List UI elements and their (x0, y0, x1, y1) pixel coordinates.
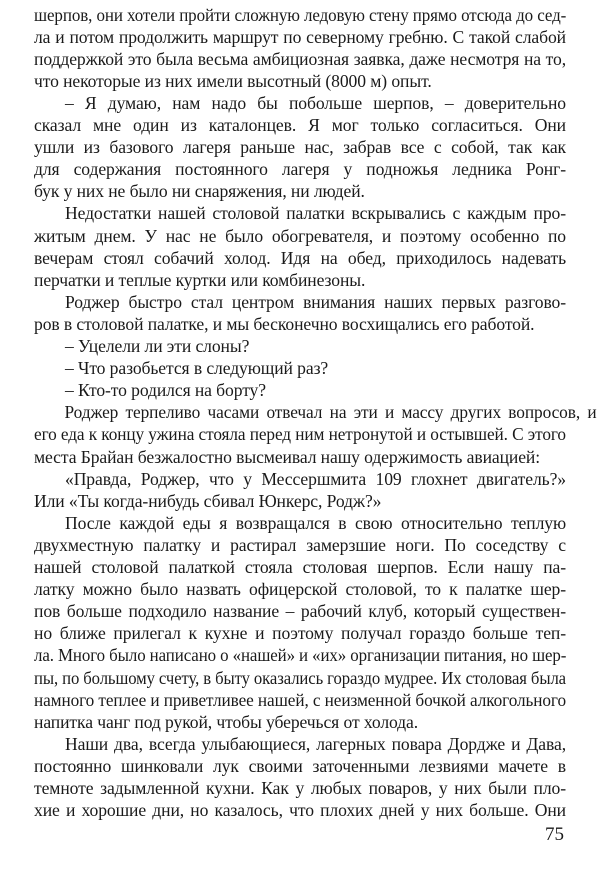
text-line: ушли из базового лагеря раньше нас, забрав все с собой, так как (34, 137, 566, 158)
text-line: Роджер терпеливо часами отвечал на эти и массу других вопросов, и (64, 402, 597, 423)
text-line: Наши два, всегда улыбающиеся, лагерных повара Дордже и Дава, (65, 733, 566, 754)
text-line: шерпов, они хотели пройти сложную ледовую стену прямо отсюда до сед- (34, 4, 567, 25)
text-line: места Брайан безжалостно высмеивал нашу одержимость авиацией: (34, 446, 541, 467)
text-line: латку можно было назвать офицерской столовой, то к палатке шер- (34, 579, 566, 600)
text-line: поддержкой это была весьма амбициозная заявка, даже несмотря на то, (34, 48, 566, 69)
text-line: ла. Много было написано о «нашей» и «их» организации питания, но шер- (34, 645, 567, 666)
text-line: пы, по большому счету, в быту оказались гораздо мудрее. Их столовая была (34, 667, 566, 688)
page-number: 75 (545, 824, 564, 845)
text-line: – Я думаю, нам надо бы побольше шерпов, – доверительно (65, 92, 566, 113)
text-line: но ближе прилегал к кухне и поэтому получал гораздо больше теп- (34, 623, 566, 644)
text-line: Или «Ты когда-нибудь сбивал Юнкерс, Родж?» (34, 490, 382, 511)
text-line: житым днем. У нас не было обогревателя, и поэтому особенно по (34, 225, 566, 246)
text-line: напитка чанг под рукой, чтобы уберечься от холода. (34, 711, 419, 732)
text-line: перчатки и теплые куртки или комбинезоны. (34, 269, 366, 290)
text-line: вечерам стоял собачий холод. Идя на обед, приходилось надевать (34, 247, 566, 268)
text-line: ров в столовой палатке, и мы бесконечно восхищались его работой. (34, 313, 535, 334)
text-line: ла и потом продолжить маршрут по северному гребню. С такой слабой (34, 26, 566, 47)
text-line: нашей столовой палаткой стояла столовая шерпов. Если нашу па- (34, 557, 566, 577)
text-line: сказал мне один из каталонцев. Я мог только согласиться. Они (34, 115, 566, 135)
text-line: – Уцелели ли эти слоны? (65, 336, 250, 356)
text-line: Роджер быстро стал центром внимания наших первых разгово- (65, 291, 566, 312)
text-line: хие и хорошие дни, но казалось, что плохих дней у них больше. Они (34, 800, 566, 821)
text-line: После каждой еды я возвращался в свою относительно теплую (65, 512, 566, 533)
text-line: для содержания постоянного лагеря у подножья ледника Ронг- (34, 159, 566, 180)
text-line: темноте задымленной кухни. Как у любых поваров, у них были пло- (34, 778, 566, 798)
text-line: Недостатки нашей столовой палатки вскрывались с каждым про- (65, 203, 566, 224)
text-line: бук у них не было ни снаряжения, ни людей. (34, 181, 365, 202)
text-line: пов больше подходило название – рабочий клуб, который существен- (34, 601, 566, 622)
text-line: его еда к концу ужина стояла перед ним нетронутой и остывшей. С этого (34, 424, 566, 445)
text-line: – Что разобьется в следующий раз? (65, 358, 329, 379)
text-line: постоянно шинковали лук своими заточенными лезвиями мачете в (34, 755, 566, 776)
text-line: «Правда, Роджер, что у Мессершмита 109 глохнет двигатель?» (65, 468, 566, 489)
text-line: двухместную палатку и растирал замерзшие ноги. По соседству с (34, 534, 566, 555)
text-line: намного теплее и приветливее нашей, с неизменной бочкой алкогольного (34, 689, 566, 710)
text-line: что некоторые из них имели высотный (8000 м) опыт. (34, 70, 432, 91)
text-line: – Кто-то родился на борту? (65, 380, 266, 401)
